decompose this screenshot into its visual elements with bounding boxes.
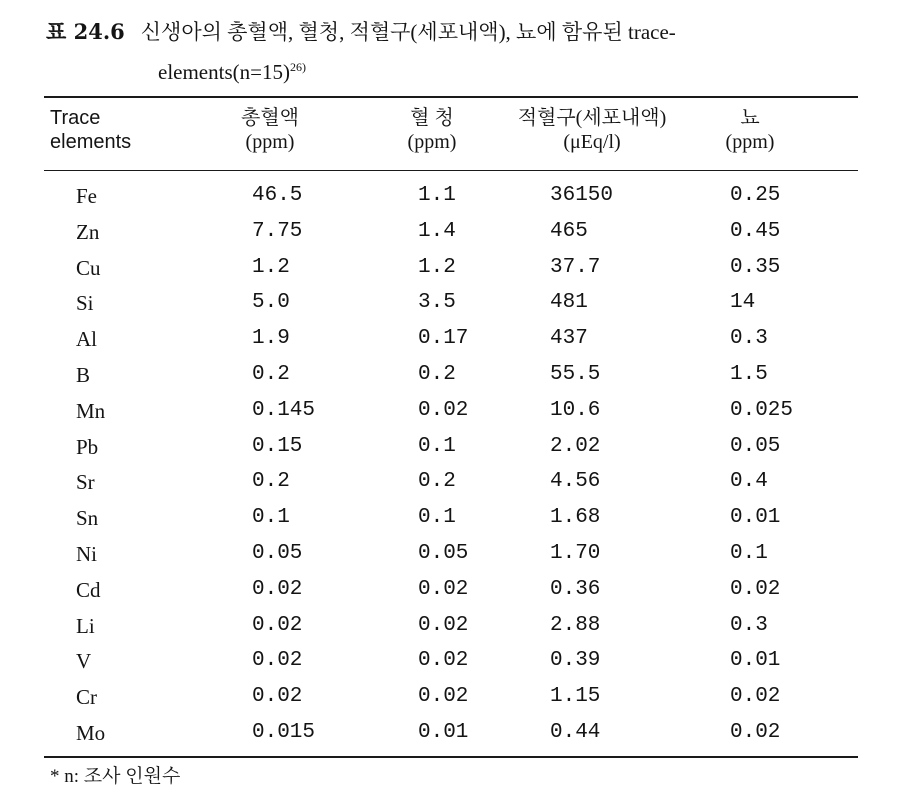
red-blood-cell-cell: 10.6 — [550, 398, 601, 422]
serum-cell: 0.1 — [418, 434, 456, 458]
header-unit: (μEq/l) — [563, 131, 621, 153]
table-row — [0, 608, 916, 644]
element-cell: Cr — [76, 685, 97, 710]
serum-cell: 1.1 — [418, 184, 456, 207]
urine-cell: 0.01 — [730, 649, 781, 673]
red-blood-cell-cell: 2.88 — [550, 613, 601, 637]
whole-blood-cell: 0.015 — [252, 721, 316, 744]
whole-blood-cell: 46.5 — [252, 184, 303, 207]
red-blood-cell-cell: 37.7 — [550, 255, 601, 279]
whole-blood-cell: 7.75 — [252, 219, 303, 243]
table-caption — [46, 12, 906, 92]
red-blood-cell-cell: 465 — [550, 219, 588, 243]
serum-cell: 0.02 — [418, 649, 469, 673]
whole-blood-cell: 1.9 — [252, 327, 290, 351]
table-row — [0, 321, 916, 357]
serum-cell: 0.02 — [418, 685, 469, 709]
table-row — [0, 178, 916, 214]
caption-line-2 — [46, 52, 906, 92]
red-blood-cell-cell: 0.39 — [550, 649, 601, 673]
whole-blood-cell: 0.02 — [252, 649, 303, 673]
red-blood-cell-cell: 1.15 — [550, 685, 601, 709]
element-cell: Mn — [76, 398, 106, 423]
serum-cell: 0.2 — [418, 470, 456, 494]
element-cell: Zn — [76, 219, 100, 244]
table-row — [0, 357, 916, 393]
caption-line-1 — [46, 12, 906, 52]
urine-cell: 0.45 — [730, 219, 781, 243]
urine-cell: 0.05 — [730, 434, 781, 458]
element-cell: V — [76, 649, 92, 674]
header-unit: (ppm) — [407, 131, 457, 153]
serum-cell: 0.1 — [418, 506, 456, 530]
header-label: elements — [50, 131, 132, 153]
table-row — [0, 285, 916, 321]
header-unit: (ppm) — [245, 131, 295, 153]
table-row — [0, 214, 916, 250]
serum-cell: 0.02 — [418, 613, 469, 637]
header-red-blood-cells — [482, 106, 702, 154]
urine-cell: 0.02 — [730, 721, 781, 744]
caption-title-continued: elements(n=15) — [158, 60, 290, 84]
red-blood-cell-cell: 481 — [550, 291, 588, 315]
whole-blood-cell: 0.05 — [252, 542, 303, 565]
table-row — [0, 429, 916, 465]
urine-cell: 1.5 — [730, 363, 768, 386]
header-label: 뇨 — [740, 107, 760, 129]
serum-cell: 0.17 — [418, 327, 469, 351]
red-blood-cell-cell: 55.5 — [550, 363, 601, 386]
urine-cell: 0.4 — [730, 470, 768, 494]
whole-blood-cell: 0.15 — [252, 434, 303, 458]
red-blood-cell-cell: 1.68 — [550, 506, 601, 530]
header-label: 총혈액 — [241, 107, 299, 129]
table-row — [0, 393, 916, 429]
element-cell: Fe — [76, 184, 97, 208]
red-blood-cell-cell: 437 — [550, 327, 588, 351]
red-blood-cell-cell: 36150 — [550, 184, 614, 207]
header-label: 혈 청 — [410, 107, 454, 129]
table-row — [0, 715, 916, 751]
header-unit: (ppm) — [725, 131, 775, 153]
serum-cell: 1.4 — [418, 219, 456, 243]
element-cell: B — [76, 363, 91, 387]
urine-cell: 0.025 — [730, 398, 794, 422]
serum-cell: 0.02 — [418, 398, 469, 422]
whole-blood-cell: 0.2 — [252, 363, 290, 386]
whole-blood-cell: 0.02 — [252, 613, 303, 637]
whole-blood-cell: 0.02 — [252, 577, 303, 601]
whole-blood-cell: 1.2 — [252, 255, 290, 279]
red-blood-cell-cell: 0.36 — [550, 577, 601, 601]
urine-cell: 0.3 — [730, 613, 768, 637]
red-blood-cell-cell: 4.56 — [550, 470, 601, 494]
header-whole-blood — [210, 106, 330, 154]
red-blood-cell-cell: 2.02 — [550, 434, 601, 458]
element-cell: Cu — [76, 255, 101, 280]
serum-cell: 3.5 — [418, 291, 456, 315]
element-cell: Al — [76, 327, 97, 352]
table-top-rule — [44, 96, 858, 98]
urine-cell: 0.01 — [730, 506, 781, 530]
urine-cell: 0.02 — [730, 577, 781, 601]
red-blood-cell-cell: 0.44 — [550, 721, 601, 744]
whole-blood-cell: 0.2 — [252, 470, 290, 494]
table-row — [0, 536, 916, 572]
footnote: * n: 조사 인원수 — [50, 766, 181, 787]
red-blood-cell-cell: 1.70 — [550, 542, 601, 565]
element-cell: Si — [76, 291, 94, 316]
table-number: 표 24.6 — [46, 19, 125, 44]
header-serum — [372, 106, 492, 154]
element-cell: Cd — [76, 577, 101, 602]
urine-cell: 0.3 — [730, 327, 768, 351]
element-cell: Ni — [76, 542, 97, 566]
table-row — [0, 572, 916, 608]
whole-blood-cell: 0.145 — [252, 398, 316, 422]
urine-cell: 14 — [730, 291, 756, 315]
element-cell: Sr — [76, 470, 95, 495]
serum-cell: 0.05 — [418, 542, 469, 565]
whole-blood-cell: 0.1 — [252, 506, 290, 530]
table-row — [0, 500, 916, 536]
serum-cell: 0.01 — [418, 721, 469, 744]
urine-cell: 0.02 — [730, 685, 781, 709]
header-label: 적혈구(세포내액) — [517, 107, 667, 129]
element-cell: Pb — [76, 434, 99, 459]
header-urine — [690, 106, 810, 154]
whole-blood-cell: 5.0 — [252, 291, 290, 315]
table-header-rule — [44, 170, 858, 171]
table-row — [0, 643, 916, 679]
serum-cell: 0.2 — [418, 363, 456, 386]
table-row — [0, 679, 916, 715]
table-row — [0, 464, 916, 500]
header-trace-elements — [50, 106, 170, 154]
table-row — [0, 250, 916, 286]
urine-cell: 0.1 — [730, 542, 768, 565]
urine-cell: 0.35 — [730, 255, 781, 279]
serum-cell: 0.02 — [418, 577, 469, 601]
header-label: Trace — [50, 107, 101, 129]
table-bottom-rule — [44, 756, 858, 758]
element-cell: Sn — [76, 506, 99, 531]
caption-title: 신생아의 총혈액, 혈청, 적혈구(세포내액), 뇨에 함유된 trace- — [140, 20, 676, 44]
whole-blood-cell: 0.02 — [252, 685, 303, 709]
reference-number: 26) — [289, 60, 306, 74]
element-cell: Li — [76, 613, 95, 638]
urine-cell: 0.25 — [730, 184, 781, 207]
serum-cell: 1.2 — [418, 255, 456, 279]
element-cell: Mo — [76, 721, 106, 745]
